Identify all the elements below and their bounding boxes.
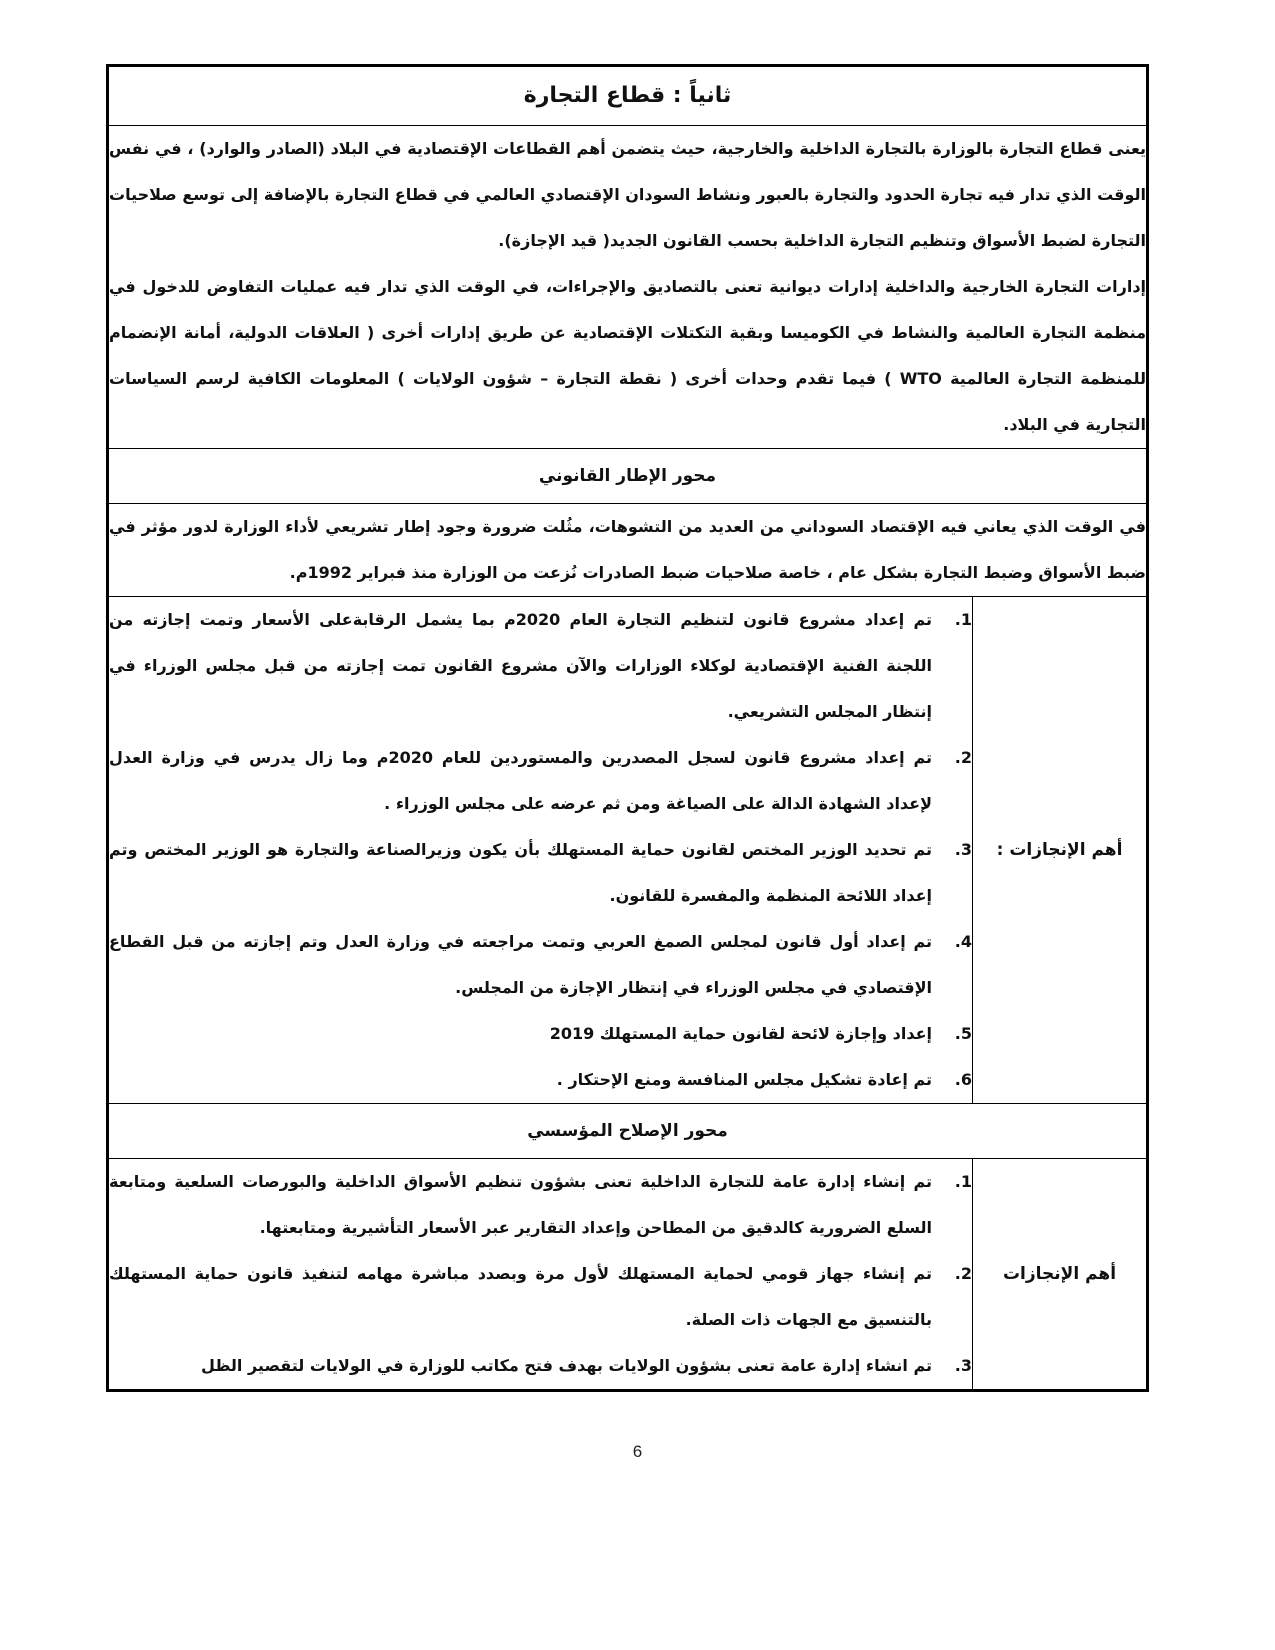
item-text: تم إعداد مشروع قانون لتنظيم التجارة العام 2020م بما يشمل الرقابةعلى الأسعار وتمت إجازته من اللجنة الفنية الإقتصادية لوكلاء الوزارات والآن مشروع القانون تمت إجازته من قبل مجلس الوزراء في إنتظار المجلس التشريعي. (109, 610, 933, 721)
legal-axis-heading: محور الإطار القانوني (108, 449, 1148, 504)
section-title: ثانياً : قطاع التجارة (108, 66, 1148, 126)
item-number: 2. (954, 1264, 973, 1283)
list-item (109, 597, 972, 735)
legal-achievements-row (108, 597, 1148, 1104)
item-text: تم إعداد أول قانون لمجلس الصمغ العربي وتمت مراجعته في وزارة العدل وتم إجازته من قبل القطاع الإقتصادي في مجلس الوزراء في إنتظار الإجازة من المجلس. (109, 932, 933, 997)
item-text: تم إعادة تشكيل مجلس المنافسة ومنع الإحتكار . (556, 1070, 933, 1089)
institutional-achievements-list (108, 1159, 973, 1391)
list-item (109, 827, 972, 919)
list-item (109, 1251, 972, 1343)
legal-heading-row (108, 449, 1148, 504)
item-text: تم إعداد مشروع قانون لسجل المصدرين والمستوردين للعام 2020م وما زال يدرس في وزارة العدل لإعداد الشهادة الدالة على الصياغة ومن ثم عرضه على مجلس الوزراء . (109, 748, 933, 813)
item-number: 3. (954, 1356, 973, 1375)
list-item (109, 735, 972, 827)
item-number: 1. (954, 610, 973, 629)
item-number: 3. (954, 840, 973, 859)
item-number: 6. (954, 1070, 973, 1089)
document-table (106, 64, 1149, 1392)
intro-paragraph-1: يعنى قطاع التجارة بالوزارة بالتجارة الداخلية والخارجية، حيث يتضمن أهم القطاعات الإقتصادية في البلاد (الصادر والوارد) ، في نفس الوقت الذي تدار فيه تجارة الحدود والتجارة بالعبور ونشاط السودان الإقتصادي العالمي في قطاع التجارة بالإضافة إلى توسع صلاحيات التجارة لضبط الأسواق وتنظيم التجارة الداخلية بحسب القانون الجديد( قيد الإجازة). (109, 139, 1147, 250)
item-text: تم انشاء إدارة عامة تعنى بشؤون الولايات بهدف فتح مكاتب للوزارة في الولايات لتقصير الظل (201, 1356, 933, 1375)
list-item (109, 1057, 972, 1103)
item-number: 2. (954, 748, 973, 767)
list-item (109, 919, 972, 1011)
item-text: تم إنشاء جهاز قومي لحماية المستهلك لأول مرة وبصدد مباشرة مهامه لتنفيذ قانون حماية المستهلك بالتنسيق مع الجهات ذات الصلة. (109, 1264, 933, 1329)
institutional-heading-row (108, 1104, 1148, 1159)
intro-cell (108, 126, 1148, 449)
item-text: إعداد وإجازة لائحة لقانون حماية المستهلك 2019 (549, 1024, 933, 1043)
institutional-achievements-label: أهم الإنجازات (973, 1159, 1148, 1391)
item-text: تم إنشاء إدارة عامة للتجارة الداخلية تعنى بشؤون تنظيم الأسواق الداخلية والبورصات السلعية ومتابعة السلع الضرورية كالدقيق من المطاحن وإعداد التقارير عبر الأسعار التأشيرية ومتابعتها. (109, 1172, 933, 1237)
list-item (109, 1011, 972, 1057)
list-item (109, 1343, 972, 1389)
list-item (109, 1159, 972, 1251)
intro-paragraph-2: إدارات التجارة الخارجية والداخلية إدارات ديوانية تعنى بالتصاديق والإجراءات، في الوقت الذي تدار فيه عمليات التفاوض للدخول في منظمة التجارة العالمية والنشاط في الكوميسا وبقية التكتلات الإقتصادية عن طريق إدارات أخرى ( العلاقات الدولية، أمانة الإنضمام للمنظمة التجارة العالمية WTO ) فيما تقدم وحدات أخرى ( نقطة التجارة – شؤون الولايات ) المعلومات الكافية لرسم السياسات التجارية في البلاد. (109, 277, 1147, 434)
page-number: 6 (632, 1442, 643, 1461)
item-number: 5. (954, 1024, 973, 1043)
intro-row (108, 126, 1148, 449)
legal-paragraph-row (108, 504, 1148, 597)
legal-achievements-list (108, 597, 973, 1104)
item-number: 1. (954, 1172, 973, 1191)
institutional-achievements-row (108, 1159, 1148, 1391)
legal-axis-paragraph: في الوقت الذي يعاني فيه الإقتصاد السوداني من العديد من التشوهات، مثُلت ضرورة وجود إطار تشريعي لأداء الوزارة لدور مؤثر في ضبط الأسواق وضبط التجارة بشكل عام ، خاصة صلاحيات ضبط الصادرات نُزعت من الوزارة منذ فبراير 1992م. (109, 517, 1147, 582)
legal-achievements-label: أهم الإنجازات : (973, 597, 1148, 1104)
item-number: 4. (954, 932, 973, 951)
legal-paragraph-cell (108, 504, 1148, 597)
institutional-axis-heading: محور الإصلاح المؤسسي (108, 1104, 1148, 1159)
item-text: تم تحديد الوزير المختص لقانون حماية المستهلك بأن يكون وزيرالصناعة والتجارة هو الوزير المختص وتم إعداد اللائحة المنظمة والمفسرة للقانون. (109, 840, 933, 905)
title-row (108, 66, 1148, 126)
